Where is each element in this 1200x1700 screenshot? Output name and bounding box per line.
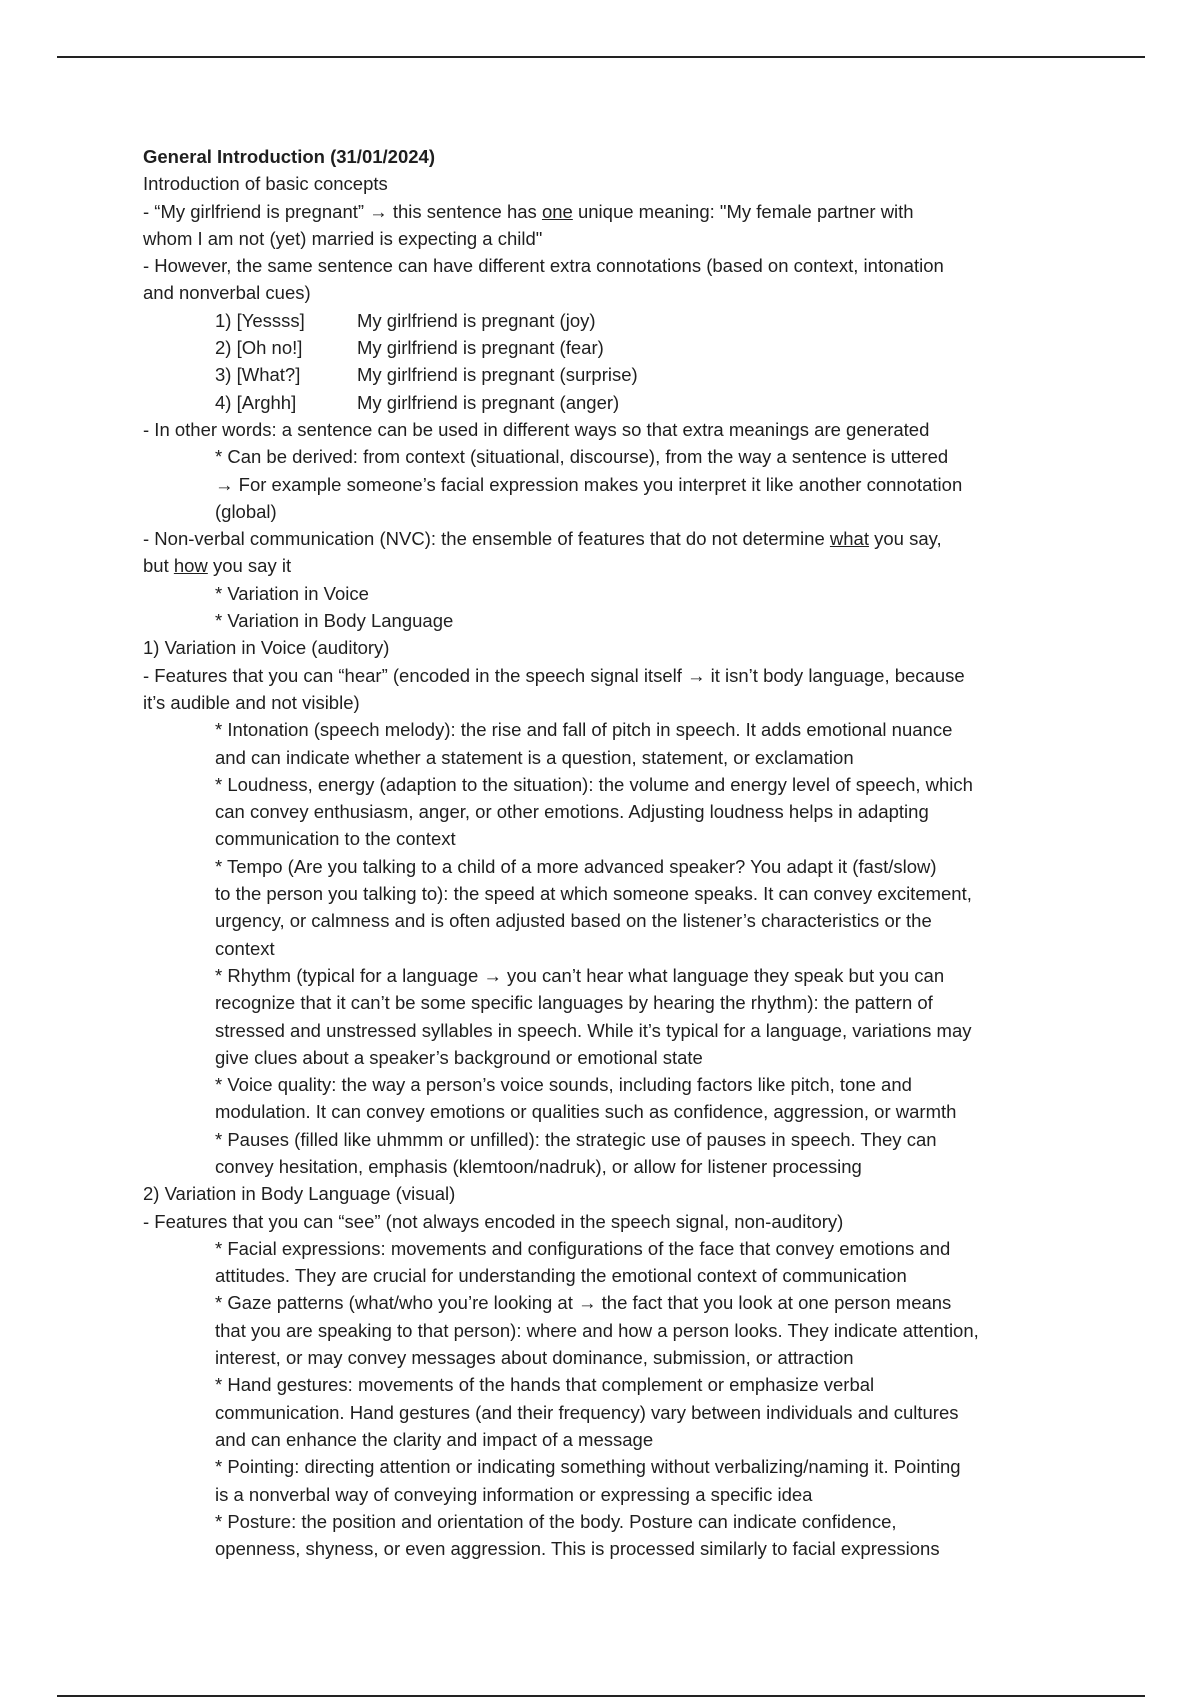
voice-line: convey hesitation, emphasis (klemtoon/nadruk), or allow for listener processing bbox=[215, 1155, 862, 1177]
other-words-line: → For example someone’s facial expression makes you interpret it like another connotation bbox=[215, 473, 963, 495]
nvc-text: you say, bbox=[868, 528, 942, 550]
body-line: interest, or may convey messages about dominance, submission, or attraction bbox=[215, 1347, 854, 1369]
body-line: and can enhance the clarity and impact of a message bbox=[215, 1428, 654, 1450]
example-label: 1) [Yessss] bbox=[215, 309, 305, 331]
voice-line: * Rhythm (typical for a language → you can’t hear what language they speak but you can bbox=[215, 964, 945, 986]
body-line: openness, shyness, or even aggression. This is processed similarly to facial expressions bbox=[215, 1538, 940, 1560]
voice-line: stressed and unstressed syllables in speech. While it’s typical for a language, variations may bbox=[215, 1019, 972, 1041]
intro-line: - However, the same sentence can have different extra connotations (based on context, intonation bbox=[143, 255, 944, 277]
intro-line: whom I am not (yet) married is expecting a child" bbox=[143, 227, 543, 249]
body-heading: 2) Variation in Body Language (visual) bbox=[143, 1183, 456, 1205]
example-row bbox=[143, 361, 1068, 388]
example-row bbox=[143, 389, 1068, 416]
voice-line: context bbox=[215, 937, 275, 959]
example-text: My girlfriend is pregnant (joy) bbox=[357, 309, 596, 331]
voice-desc: it’s audible and not visible) bbox=[143, 691, 360, 713]
body-line: * Hand gestures: movements of the hands that complement or emphasize verbal bbox=[215, 1374, 875, 1396]
nvc-text: you say it bbox=[207, 555, 292, 577]
voice-line: urgency, or calmness and is often adjusted based on the listener’s characteristics or the bbox=[215, 910, 932, 932]
example-row bbox=[143, 307, 1068, 334]
document-subtitle: Introduction of basic concepts bbox=[143, 173, 388, 195]
other-words-line: (global) bbox=[215, 500, 277, 522]
example-text: My girlfriend is pregnant (anger) bbox=[357, 391, 620, 413]
other-words-line: * Can be derived: from context (situational, discourse), from the way a sentence is uttered bbox=[215, 446, 949, 468]
underlined-word: one bbox=[541, 200, 573, 222]
nvc-bullet: * Variation in Voice bbox=[215, 582, 369, 604]
nvc-line bbox=[143, 525, 1068, 552]
body-line: that you are speaking to that person): where and how a person looks. They indicate attention, bbox=[215, 1319, 979, 1341]
document-body bbox=[143, 143, 1068, 1562]
voice-line: give clues about a speaker’s background or emotional state bbox=[215, 1046, 703, 1068]
intro-text: - “My girlfriend is pregnant” → this sentence has bbox=[143, 200, 542, 222]
example-text: My girlfriend is pregnant (fear) bbox=[357, 337, 604, 359]
voice-line: recognize that it can’t be some specific languages by hearing the rhythm): the pattern of bbox=[215, 992, 933, 1014]
body-line: * Gaze patterns (what/who you’re looking at → the fact that you look at one person means bbox=[215, 1292, 952, 1314]
nvc-text: - Non-verbal communication (NVC): the ensemble of features that do not determine bbox=[143, 528, 830, 550]
body-line: is a nonverbal way of conveying information or expressing a specific idea bbox=[215, 1483, 813, 1505]
intro-line bbox=[143, 198, 1068, 225]
voice-line: communication to the context bbox=[215, 828, 456, 850]
intro-text: unique meaning: "My female partner with bbox=[572, 200, 914, 222]
intro-line: and nonverbal cues) bbox=[143, 282, 311, 304]
voice-line: * Tempo (Are you talking to a child of a more advanced speaker? You adapt it (fast/slow) bbox=[215, 855, 937, 877]
underlined-word: how bbox=[173, 555, 208, 577]
voice-line: to the person you talking to): the speed at which someone speaks. It can convey excitement, bbox=[215, 883, 972, 905]
voice-line: can convey enthusiasm, anger, or other emotions. Adjusting loudness helps in adapting bbox=[215, 801, 929, 823]
example-text: My girlfriend is pregnant (surprise) bbox=[357, 364, 638, 386]
body-line: * Posture: the position and orientation of the body. Posture can indicate confidence, bbox=[215, 1510, 897, 1532]
voice-line: * Pauses (filled like uhmmm or unfilled): the strategic use of pauses in speech. They can bbox=[215, 1128, 937, 1150]
voice-line: and can indicate whether a statement is a question, statement, or exclamation bbox=[215, 746, 854, 768]
document-title: General Introduction (31/01/2024) bbox=[143, 146, 435, 167]
body-desc: - Features that you can “see” (not always encoded in the speech signal, non-auditory) bbox=[143, 1210, 844, 1232]
example-row bbox=[143, 334, 1068, 361]
voice-desc: - Features that you can “hear” (encoded in the speech signal itself → it isn’t body language, because bbox=[143, 664, 965, 686]
voice-line: * Loudness, energy (adaption to the situation): the volume and energy level of speech, which bbox=[215, 773, 973, 795]
body-line: * Facial expressions: movements and configurations of the face that convey emotions and bbox=[215, 1237, 951, 1259]
body-line: attitudes. They are crucial for understanding the emotional context of communication bbox=[215, 1265, 907, 1287]
voice-heading: 1) Variation in Voice (auditory) bbox=[143, 637, 390, 659]
other-words-line: - In other words: a sentence can be used in different ways so that extra meanings are generated bbox=[143, 418, 930, 440]
body-line: * Pointing: directing attention or indicating something without verbalizing/naming it. Pointing bbox=[215, 1456, 961, 1478]
voice-line: * Intonation (speech melody): the rise and fall of pitch in speech. It adds emotional nuance bbox=[215, 719, 953, 741]
example-label: 4) [Arghh] bbox=[215, 391, 297, 413]
nvc-line bbox=[143, 552, 1068, 579]
underlined-word: what bbox=[829, 528, 869, 550]
nvc-bullet: * Variation in Body Language bbox=[215, 610, 454, 632]
footer-rule bbox=[57, 1695, 1145, 1697]
nvc-text: but bbox=[143, 555, 174, 577]
example-label: 3) [What?] bbox=[215, 364, 301, 386]
example-label: 2) [Oh no!] bbox=[215, 337, 303, 359]
header-rule bbox=[57, 56, 1145, 58]
voice-line: modulation. It can convey emotions or qualities such as confidence, aggression, or warmth bbox=[215, 1101, 957, 1123]
body-line: communication. Hand gestures (and their frequency) vary between individuals and cultures bbox=[215, 1401, 959, 1423]
voice-line: * Voice quality: the way a person’s voice sounds, including factors like pitch, tone and bbox=[215, 1074, 912, 1096]
